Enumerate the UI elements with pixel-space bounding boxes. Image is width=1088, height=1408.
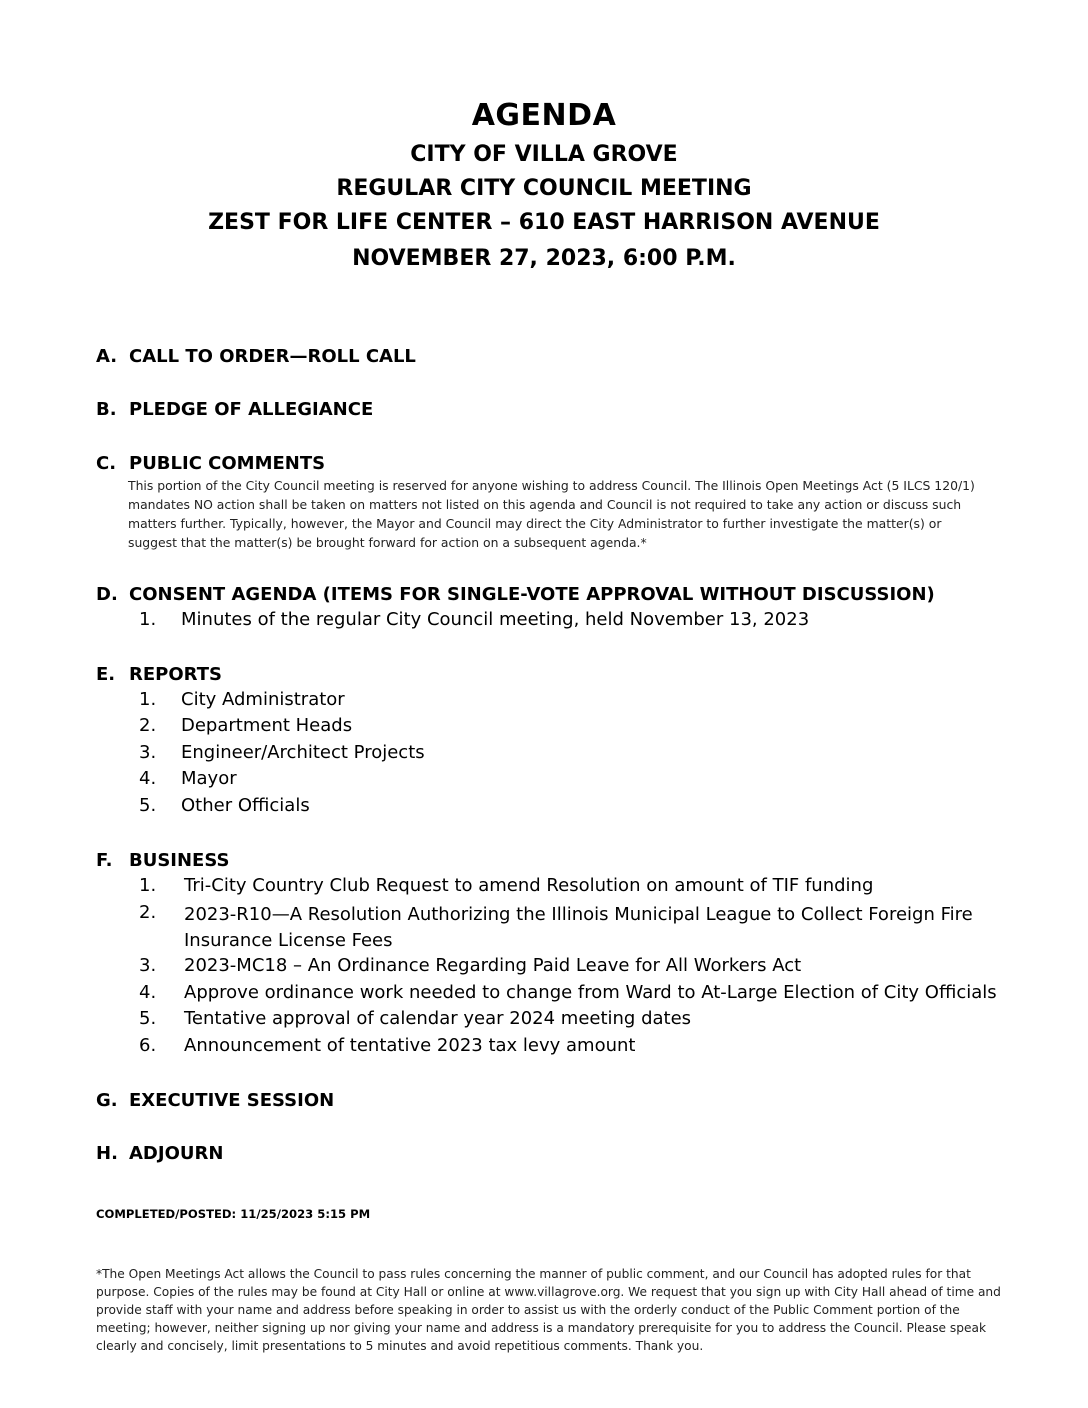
item-number: 3. — [139, 955, 157, 976]
section-letter: A. — [96, 346, 118, 367]
item-number: 5. — [139, 795, 157, 816]
section-title: REPORTS — [129, 664, 222, 685]
agenda-title: AGENDA — [471, 98, 617, 133]
item-number: 4. — [139, 768, 157, 789]
item-text: 2023-R10—A Resolution Authorizing the Illinois Municipal League to Collect Foreign Fire Insurance License Fees — [184, 904, 973, 951]
item-text: Department Heads — [181, 715, 353, 736]
meeting-type: REGULAR CITY COUNCIL MEETING — [336, 176, 752, 201]
section-b-heading — [96, 399, 373, 420]
item-text: Other Officials — [181, 795, 310, 816]
item-text: Tri-City Country Club Request to amend Resolution on amount of TIF funding — [184, 875, 874, 896]
item-text: 2023-MC18 – An Ordinance Regarding Paid Leave for All Workers Act — [184, 955, 802, 976]
section-letter: D. — [96, 584, 118, 605]
section-f-heading — [96, 850, 229, 871]
item-text: City Administrator — [181, 689, 345, 710]
section-letter: C. — [96, 453, 117, 474]
item-number: 1. — [139, 689, 157, 710]
item-number: 4. — [139, 982, 157, 1003]
public-comments-description: This portion of the City Council meeting is reserved for anyone wishing to address Council. The Illinois Open Meetings Act (5 ILCS 120/1) mandates NO action shall be taken on matters not listed on this agenda and Council is not required to take any action or discuss such matters further. Typically, however, the Mayor and Council may direct the City Administrator to further investigate the matter(s) or suggest that the matter(s) be brought forward for action on a subsequent agenda.* — [128, 478, 975, 550]
item-number: 2. — [139, 715, 157, 736]
section-e-heading — [96, 664, 222, 685]
section-letter: G. — [96, 1090, 118, 1111]
item-text: Engineer/Architect Projects — [181, 742, 425, 763]
posted-timestamp: COMPLETED/POSTED: 11/25/2023 5:15 PM — [96, 1207, 371, 1221]
item-text: Minutes of the regular City Council meeting, held November 13, 2023 — [181, 609, 810, 630]
item-text: Tentative approval of calendar year 2024 meeting dates — [184, 1008, 692, 1029]
item-text: Announcement of tentative 2023 tax levy amount — [184, 1035, 636, 1056]
section-title: EXECUTIVE SESSION — [129, 1090, 335, 1111]
item-number: 3. — [139, 742, 157, 763]
section-c-heading — [96, 453, 325, 474]
section-title: CONSENT AGENDA (ITEMS FOR SINGLE-VOTE APPROVAL WITHOUT DISCUSSION) — [129, 584, 935, 605]
section-title: CALL TO ORDER—ROLL CALL — [129, 346, 416, 367]
section-letter: F. — [96, 850, 113, 871]
item-number: 1. — [139, 609, 157, 630]
meeting-datetime: NOVEMBER 27, 2023, 6:00 P.M. — [352, 246, 736, 271]
section-title: PUBLIC COMMENTS — [129, 453, 326, 474]
section-letter: E. — [96, 664, 116, 685]
section-title: ADJOURN — [129, 1143, 224, 1164]
section-letter: H. — [96, 1143, 118, 1164]
city-name: CITY OF VILLA GROVE — [410, 142, 678, 167]
section-h-heading — [96, 1143, 223, 1164]
section-a-heading — [96, 346, 416, 367]
item-text: Approve ordinance work needed to change from Ward to At-Large Election of City Officials — [184, 982, 997, 1003]
item-number: 5. — [139, 1008, 157, 1029]
section-title: PLEDGE OF ALLEGIANCE — [129, 399, 374, 420]
item-number: 6. — [139, 1035, 157, 1056]
section-letter: B. — [96, 399, 117, 420]
section-d-heading — [96, 584, 935, 605]
item-text: Mayor — [181, 768, 237, 789]
item-number: 2. — [139, 902, 157, 923]
section-title: BUSINESS — [129, 850, 230, 871]
item-number: 1. — [139, 875, 157, 896]
footnote: *The Open Meetings Act allows the Council to pass rules concerning the manner of public comment, and our Council has adopted rules for that purpose. Copies of the rules may be found at City Hall or online at www.villagrove.org. We request that you sign up with City Hall ahead of time and provide staff with your name and address before speaking in order to assist us with the orderly conduct of the Public Comment portion of the meeting; however, neither signing up nor giving your name and address is a mandatory prerequisite for you to address the Council. Please speak clearly and concisely, limit presentations to 5 minutes and avoid repetitious comments. Thank you. — [96, 1267, 1001, 1353]
meeting-location: ZEST FOR LIFE CENTER – 610 EAST HARRISON AVENUE — [208, 210, 880, 235]
section-g-heading — [96, 1090, 334, 1111]
